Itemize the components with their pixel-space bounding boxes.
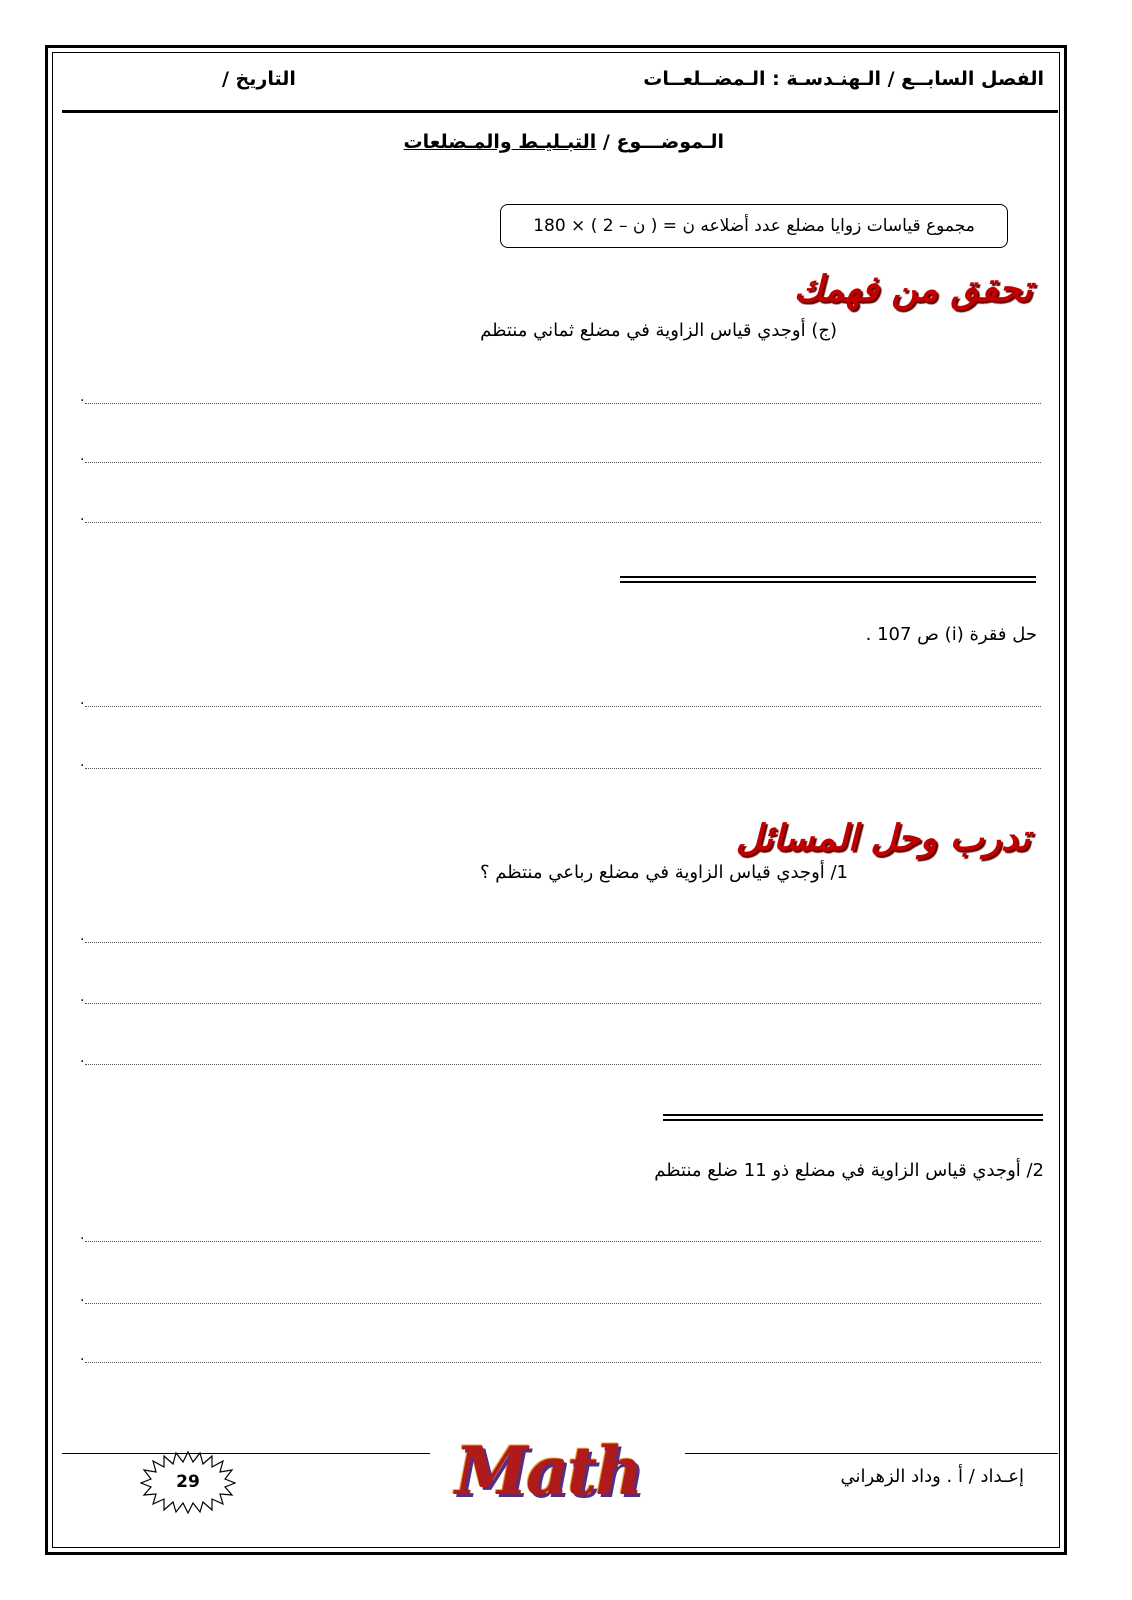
page-number: 29: [176, 1472, 200, 1492]
answer-line-dot: .: [80, 508, 85, 524]
answer-line-10[interactable]: [85, 1303, 1041, 1304]
answer-line-dot: .: [80, 1227, 85, 1243]
formula-box: [500, 204, 1008, 248]
author-credit: إعـداد / أ . وداد الزهراني: [840, 1466, 1024, 1487]
check-understanding-banner: تحقق من فهمك: [793, 268, 1032, 310]
answer-line-8[interactable]: [85, 1064, 1041, 1065]
topic-line: [404, 131, 724, 153]
answer-line-dot: .: [80, 692, 85, 708]
answer-line-dot: .: [80, 389, 85, 405]
answer-line-dot: .: [80, 448, 85, 464]
answer-line-dot: .: [80, 754, 85, 770]
practice-banner: تدرب وحل المسائل: [735, 817, 1030, 859]
question-2: 2/ أوجدي قياس الزاوية في مضلع ذو 11 ضلع منتظم: [654, 1160, 1044, 1181]
header-rule: [62, 110, 1058, 113]
answer-line-dot: .: [80, 928, 85, 944]
chapter-title: الفصل السابــع / الـهنـدسـة : الـمضــلعــات: [643, 68, 1044, 90]
answer-line-dot: .: [80, 1050, 85, 1066]
question-1: 1/ أوجدي قياس الزاوية في مضلع رباعي منتظم ؟: [479, 862, 848, 883]
footer-rule-right: [685, 1453, 1058, 1454]
topic-value: التبـليـط والمـضلعات: [403, 131, 597, 153]
exercise-instruction: حل فقرة (i) ص 107 .: [865, 624, 1037, 645]
footer-rule-left: [62, 1453, 430, 1454]
answer-line-9[interactable]: [85, 1241, 1041, 1242]
answer-line-5[interactable]: [85, 768, 1041, 769]
section-divider-1: [620, 576, 1036, 583]
answer-line-11[interactable]: [85, 1362, 1041, 1363]
answer-line-3[interactable]: [85, 522, 1041, 523]
section-divider-2: [663, 1114, 1043, 1121]
answer-line-1[interactable]: [85, 403, 1041, 404]
answer-line-dot: .: [80, 989, 85, 1005]
answer-line-dot: .: [80, 1348, 85, 1364]
answer-line-7[interactable]: [85, 1003, 1041, 1004]
date-label: التاريخ /: [222, 68, 296, 90]
answer-line-6[interactable]: [85, 942, 1041, 943]
formula-text: مجموع قياسات زوايا مضلع عدد أضلاعه ن = ( ن – 2 ) × 180: [533, 216, 975, 236]
answer-line-dot: .: [80, 1289, 85, 1305]
answer-line-2[interactable]: [85, 462, 1041, 463]
math-logo: Math: [455, 1432, 642, 1510]
answer-line-4[interactable]: [85, 706, 1041, 707]
topic-label: الـموضـــوع /: [602, 131, 724, 153]
question-j: (ج) أوجدي قياس الزاوية في مضلع ثماني منتظم: [480, 320, 837, 341]
